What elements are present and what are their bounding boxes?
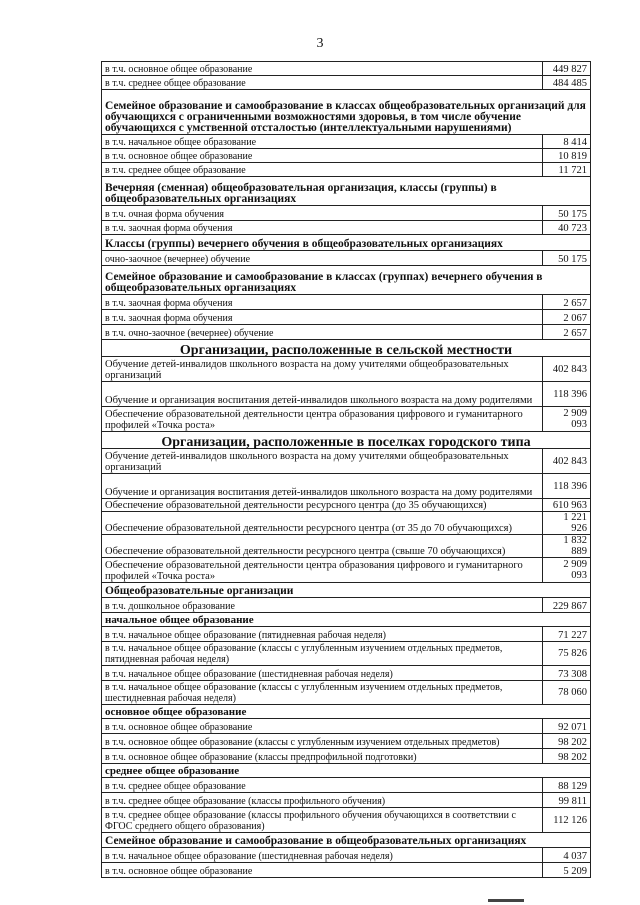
table-row	[102, 310, 591, 325]
row-value: 71 227	[543, 627, 591, 642]
row-value: 5 209	[543, 863, 591, 878]
row-value: 78 060	[543, 681, 591, 705]
row-value: 484 485	[543, 76, 591, 90]
table-row	[102, 62, 591, 76]
table-row	[102, 749, 591, 764]
row-value: 610 963	[543, 499, 591, 512]
row-value: 118 396	[543, 382, 591, 407]
row-label: в т.ч. заочная форма обучения	[102, 310, 543, 325]
row-label: в т.ч. дошкольное образование	[102, 598, 543, 613]
row-label: Обеспечение образовательной деятельности центра образования цифрового и гуманитарного профилей «Точка роста»	[102, 407, 543, 432]
row-value: 449 827	[543, 62, 591, 76]
section-row	[102, 235, 591, 251]
row-value: 88 129	[543, 778, 591, 793]
row-label: в т.ч. заочная форма обучения	[102, 221, 543, 235]
row-value: 1 832 889	[543, 535, 591, 558]
section-heading: Организации, расположенные в поселках городского типа	[102, 432, 591, 449]
row-value: 99 811	[543, 793, 591, 808]
sub-heading: основное общее образование	[102, 705, 591, 719]
row-value: 98 202	[543, 749, 591, 764]
sub-heading: среднее общее образование	[102, 764, 591, 778]
table-row	[102, 734, 591, 749]
row-label: в т.ч. очно-заочное (вечернее) обучение	[102, 325, 543, 340]
table-row	[102, 449, 591, 474]
scan-mark	[488, 899, 524, 902]
table-row	[102, 474, 591, 499]
row-label: в т.ч. основное общее образование	[102, 149, 543, 163]
row-label: Обеспечение образовательной деятельности ресурсного центра (до 35 обучающихся)	[102, 499, 543, 512]
row-value: 1 221 926	[543, 512, 591, 535]
row-label: Обеспечение образовательной деятельности центра образования цифрового и гуманитарного профилей «Точка роста»	[102, 558, 543, 583]
row-label: в т.ч. основное общее образование (классы предпрофильной подготовки)	[102, 749, 543, 764]
row-value: 2 909 093	[543, 407, 591, 432]
section-title: Семейное образование и самообразование в классах общеобразовательных организаций для обучающихся с ограниченными возможностями здоровья, в том числе обучение обучающихся с умственной отсталостью (интеллектуальными нарушениями)	[102, 90, 591, 135]
row-label: в т.ч. среднее общее образование	[102, 163, 543, 177]
section-heading: Организации, расположенные в сельской местности	[102, 340, 591, 357]
page-number: 3	[316, 36, 324, 51]
table-row	[102, 163, 591, 177]
table-row	[102, 848, 591, 863]
row-label: в т.ч. начальное общее образование (пятидневная рабочая неделя)	[102, 627, 543, 642]
table-row	[102, 808, 591, 833]
table-row	[102, 221, 591, 235]
row-label: в т.ч. начальное общее образование (классы с углубленным изучением отдельных предметов, шестидневная рабочая неделя)	[102, 681, 543, 705]
table-row	[102, 407, 591, 432]
section-row	[102, 90, 591, 135]
sub-heading: начальное общее образование	[102, 613, 591, 627]
table-row	[102, 627, 591, 642]
table-row	[102, 719, 591, 734]
table-row	[102, 149, 591, 163]
sub-row	[102, 764, 591, 778]
table-row	[102, 598, 591, 613]
row-value: 112 126	[543, 808, 591, 833]
row-value: 2 657	[543, 325, 591, 340]
section-row	[102, 177, 591, 206]
section-row	[102, 266, 591, 295]
table-row	[102, 778, 591, 793]
row-label: Обучение детей-инвалидов школьного возраста на дому учителями общеобразовательных организаций	[102, 357, 543, 382]
table-row	[102, 863, 591, 878]
row-value: 98 202	[543, 734, 591, 749]
row-value: 40 723	[543, 221, 591, 235]
section-title: Семейное образование и самообразование в классах (группах) вечернего обучения в общеобразовательных организациях	[102, 266, 591, 295]
sub-row	[102, 613, 591, 627]
row-value: 8 414	[543, 135, 591, 149]
row-label: в т.ч. основное общее образование	[102, 62, 543, 76]
row-label: Обучение детей-инвалидов школьного возраста на дому учителями общеобразовательных организаций	[102, 449, 543, 474]
section-title: Вечерняя (сменная) общеобразовательная организация, классы (группы) в общеобразовательных организациях	[102, 177, 591, 206]
row-value: 118 396	[543, 474, 591, 499]
row-value: 73 308	[543, 666, 591, 681]
row-value: 229 867	[543, 598, 591, 613]
table-row	[102, 382, 591, 407]
row-label: Обеспечение образовательной деятельности ресурсного центра (свыше 70 обучающихся)	[102, 535, 543, 558]
row-label: в т.ч. начальное общее образование (классы с углубленным изучением отдельных предметов, пятидневная рабочая неделя)	[102, 642, 543, 666]
table-row	[102, 512, 591, 535]
table-row	[102, 135, 591, 149]
row-value: 402 843	[543, 357, 591, 382]
row-value: 2 657	[543, 295, 591, 310]
budget-table	[101, 61, 591, 878]
row-value: 4 037	[543, 848, 591, 863]
row-label: в т.ч. основное общее образование	[102, 863, 543, 878]
row-value: 50 175	[543, 251, 591, 266]
table-row	[102, 357, 591, 382]
row-value: 92 071	[543, 719, 591, 734]
table-row	[102, 666, 591, 681]
row-label: Обучение и организация воспитания детей-инвалидов школьного возраста на дому родителями	[102, 382, 543, 407]
section-row	[102, 583, 591, 598]
table-row	[102, 251, 591, 266]
row-value: 11 721	[543, 163, 591, 177]
row-label: в т.ч. заочная форма обучения	[102, 295, 543, 310]
row-label: очно-заочное (вечернее) обучение	[102, 251, 543, 266]
row-label: Обучение и организация воспитания детей-инвалидов школьного возраста на дому родителями	[102, 474, 543, 499]
row-value: 402 843	[543, 449, 591, 474]
row-label: в т.ч. очная форма обучения	[102, 206, 543, 221]
row-value: 10 819	[543, 149, 591, 163]
table-row	[102, 558, 591, 583]
row-label: в т.ч. среднее общее образование	[102, 778, 543, 793]
row-label: в т.ч. основное общее образование	[102, 719, 543, 734]
heading-row	[102, 432, 591, 449]
table-row	[102, 642, 591, 666]
row-label: в т.ч. начальное общее образование (шестидневная рабочая неделя)	[102, 666, 543, 681]
section-title: Общеобразовательные организации	[102, 583, 591, 598]
table-row	[102, 295, 591, 310]
row-label: в т.ч. начальное общее образование (шестидневная рабочая неделя)	[102, 848, 543, 863]
table-row	[102, 499, 591, 512]
row-label: в т.ч. среднее общее образование	[102, 76, 543, 90]
heading-row	[102, 340, 591, 357]
row-label: Обеспечение образовательной деятельности ресурсного центра (от 35 до 70 обучающихся)	[102, 512, 543, 535]
sub-row	[102, 705, 591, 719]
table-row	[102, 681, 591, 705]
row-label: в т.ч. среднее общее образование (классы профильного обучения)	[102, 793, 543, 808]
section-row	[102, 833, 591, 848]
table-row	[102, 76, 591, 90]
row-value: 2 909 093	[543, 558, 591, 583]
row-value: 2 067	[543, 310, 591, 325]
section-title: Классы (группы) вечернего обучения в общеобразовательных организациях	[102, 235, 591, 251]
row-label: в т.ч. среднее общее образование (классы профильного обучения обучающихся в соответствии с ФГОС среднего общего образования)	[102, 808, 543, 833]
row-value: 75 826	[543, 642, 591, 666]
table-row	[102, 793, 591, 808]
row-value: 50 175	[543, 206, 591, 221]
section-title: Семейное образование и самообразование в общеобразовательных организациях	[102, 833, 591, 848]
row-label: в т.ч. начальное общее образование	[102, 135, 543, 149]
table-row	[102, 206, 591, 221]
table-row	[102, 535, 591, 558]
table-row	[102, 325, 591, 340]
row-label: в т.ч. основное общее образование (классы с углубленным изучением отдельных предметов)	[102, 734, 543, 749]
